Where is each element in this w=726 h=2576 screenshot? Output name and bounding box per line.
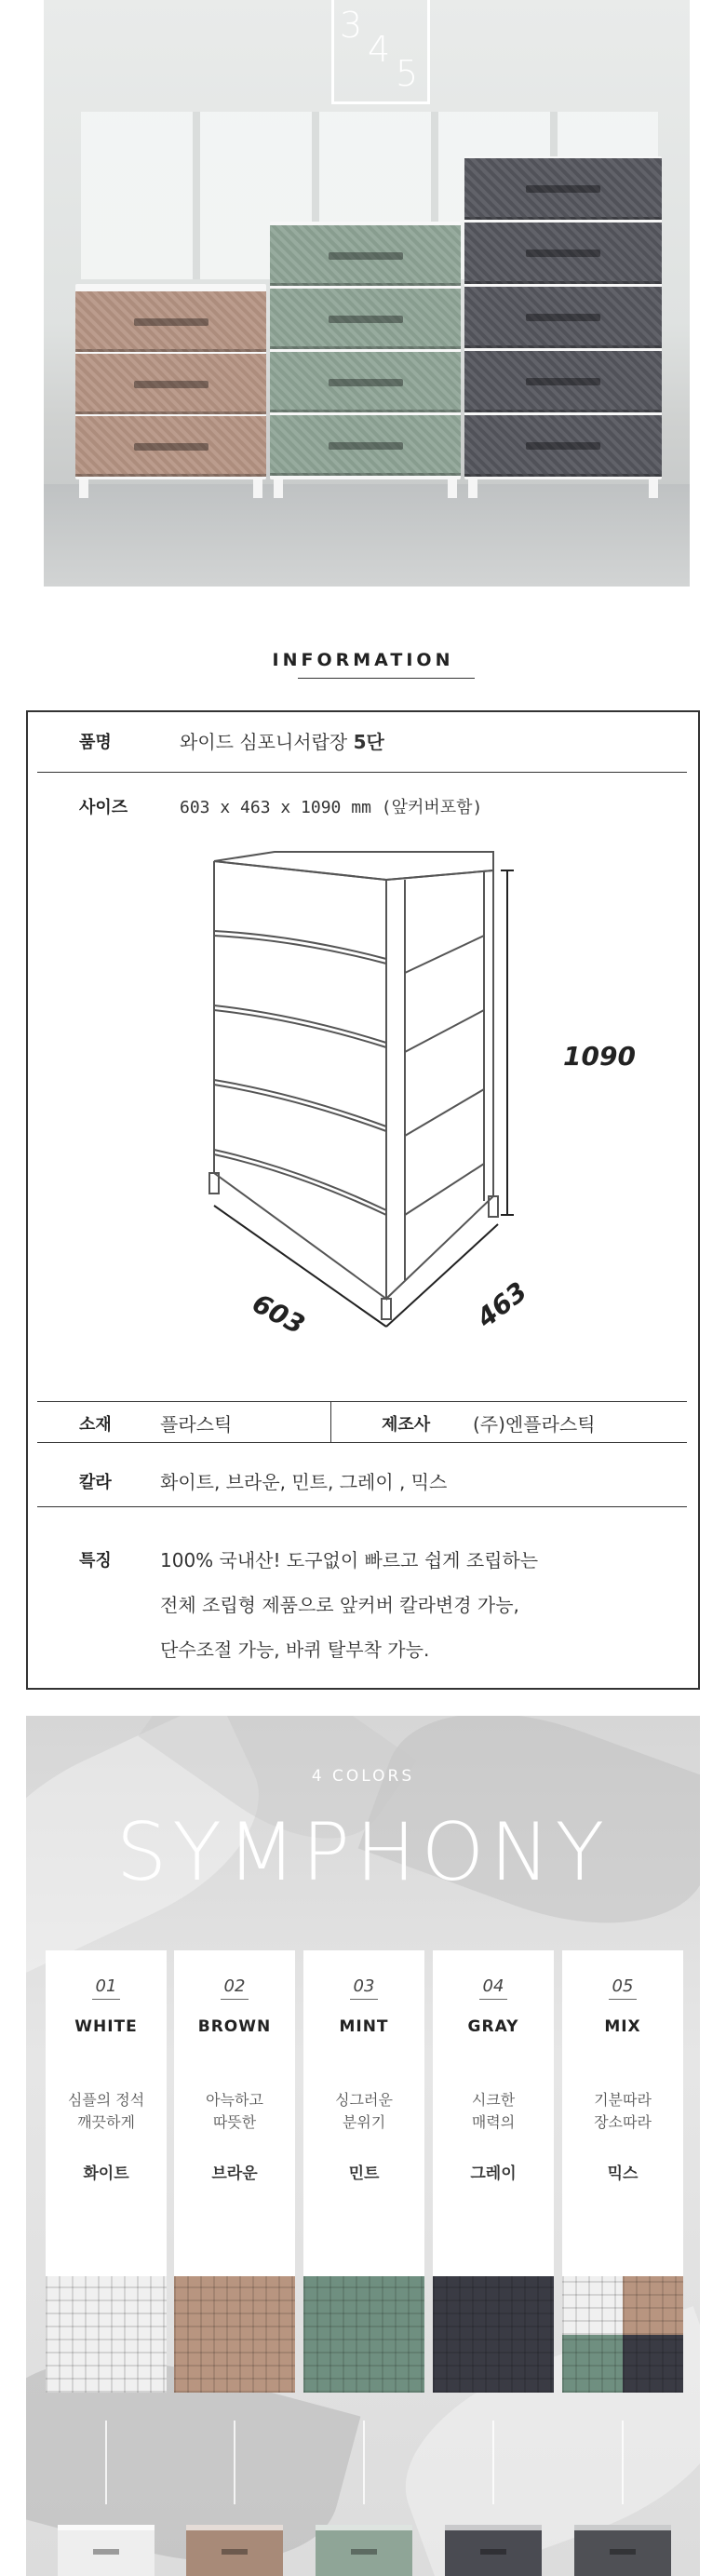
mini-chest-gray xyxy=(445,2525,542,2576)
mini-chest-brown xyxy=(186,2525,283,2576)
drawer xyxy=(270,415,461,476)
color-swatch xyxy=(174,2276,295,2393)
card-description: 장소따라 xyxy=(594,2113,652,2131)
card-english-name: BROWN xyxy=(197,2017,272,2036)
drawer xyxy=(464,287,662,348)
colors-subtitle: 4 COLORS xyxy=(311,1767,415,1786)
number-underline xyxy=(609,1999,637,2000)
column-divider xyxy=(330,1401,331,1442)
divider xyxy=(37,1506,687,1507)
card-english-name: WHITE xyxy=(74,2017,138,2036)
color-swatch-mix xyxy=(562,2276,683,2393)
feature-line: 단수조절 가능, 바퀴 탈부착 가능. xyxy=(160,1639,430,1661)
connector-line xyxy=(105,2421,107,2504)
color-swatch xyxy=(303,2276,424,2393)
card-number: 02 xyxy=(223,1976,246,1996)
title-underline xyxy=(298,678,475,679)
logo-digit: 4 xyxy=(368,29,391,70)
drawer xyxy=(75,354,266,414)
mini-chest-mix xyxy=(574,2525,671,2576)
card-korean-name: 그레이 xyxy=(470,2165,517,2183)
card-english-name: MINT xyxy=(339,2017,389,2036)
floor xyxy=(44,484,690,587)
card-korean-name: 브라운 xyxy=(211,2165,258,2183)
card-number: 01 xyxy=(95,1976,117,1996)
drawer xyxy=(464,415,662,477)
card-number: 05 xyxy=(612,1976,634,1996)
feature-line: 전체 조립형 제품으로 앞커버 칼라변경 가능, xyxy=(160,1594,519,1616)
number-underline xyxy=(221,1999,249,2000)
card-description: 매력의 xyxy=(471,2113,516,2131)
number-underline xyxy=(350,1999,378,2000)
color-card-mix xyxy=(562,1950,683,2393)
drawer xyxy=(75,416,266,477)
drawer xyxy=(464,158,662,220)
drawer-chest-brown-3tier xyxy=(75,284,266,479)
product-label: 품명 xyxy=(79,733,112,752)
card-korean-name: 화이트 xyxy=(83,2165,129,2183)
card-description: 기분따라 xyxy=(594,2091,652,2109)
card-number: 03 xyxy=(353,1976,375,1996)
mini-chest-white xyxy=(58,2525,155,2576)
color-card-mint xyxy=(303,1950,424,2393)
card-number: 04 xyxy=(482,1976,504,1996)
drawer xyxy=(270,225,461,286)
card-korean-name: 믹스 xyxy=(607,2165,639,2183)
mini-chest-mint xyxy=(316,2525,412,2576)
card-description: 심플의 정석 xyxy=(67,2091,145,2109)
drawer xyxy=(464,223,662,284)
size-value: 603 x 463 x 1090 mm (앞커버포함) xyxy=(180,798,483,817)
divider xyxy=(37,1401,687,1402)
number-underline xyxy=(479,1999,507,2000)
logo-digit: 5 xyxy=(396,53,419,94)
divider xyxy=(37,772,687,773)
brand-logo-345 xyxy=(331,0,430,104)
maker-label: 제조사 xyxy=(382,1415,431,1435)
color-value: 화이트, 브라운, 민트, 그레이 , 믹스 xyxy=(160,1471,448,1493)
depth-dimension: 463 xyxy=(471,1275,533,1334)
card-description: 분위기 xyxy=(342,2113,386,2131)
symphony-title: SYMPHONY xyxy=(115,1806,611,1899)
maker-value: (주)엔플라스틱 xyxy=(473,1413,596,1436)
card-english-name: GRAY xyxy=(467,2017,519,2036)
divider xyxy=(37,1442,687,1443)
card-english-name: MIX xyxy=(604,2017,641,2036)
card-description: 깨끗하게 xyxy=(77,2113,135,2131)
card-description: 아늑하고 xyxy=(206,2091,263,2109)
material-value: 플라스틱 xyxy=(160,1413,233,1436)
color-card-gray xyxy=(433,1950,554,2393)
color-swatch xyxy=(46,2276,167,2393)
width-dimension: 603 xyxy=(247,1288,310,1341)
color-swatch xyxy=(433,2276,554,2393)
connector-line xyxy=(234,2421,235,2504)
product-tier: 5단 xyxy=(353,731,384,753)
size-label: 사이즈 xyxy=(79,798,128,817)
feature-label: 특징 xyxy=(79,1551,112,1571)
drawer xyxy=(270,289,461,349)
drawer-chest-gray-5tier xyxy=(464,156,662,479)
connector-line xyxy=(622,2421,624,2504)
card-description: 시크한 xyxy=(471,2091,516,2109)
information-title: INFORMATION xyxy=(272,650,454,670)
drawer-chest-mint-4tier xyxy=(270,222,461,479)
drawer xyxy=(75,291,266,352)
number-underline xyxy=(92,1999,120,2000)
height-dimension: 1090 xyxy=(563,1041,636,1072)
product-value xyxy=(180,727,384,754)
connector-line xyxy=(363,2421,365,2504)
material-label: 소재 xyxy=(79,1415,112,1435)
color-label: 칼라 xyxy=(79,1473,112,1492)
product-name: 와이드 심포니서랍장 xyxy=(180,731,354,753)
connector-line xyxy=(492,2421,494,2504)
card-description: 싱그러운 xyxy=(335,2091,393,2109)
logo-digit: 3 xyxy=(340,5,363,46)
color-card-brown xyxy=(174,1950,295,2393)
color-card-white xyxy=(46,1950,167,2393)
card-korean-name: 민트 xyxy=(348,2165,380,2183)
feature-line: 100% 국내산! 도구없이 빠르고 쉽게 조립하는 xyxy=(160,1549,539,1571)
drawer xyxy=(464,351,662,412)
drawer xyxy=(270,352,461,412)
card-description: 따뜻한 xyxy=(212,2113,257,2131)
